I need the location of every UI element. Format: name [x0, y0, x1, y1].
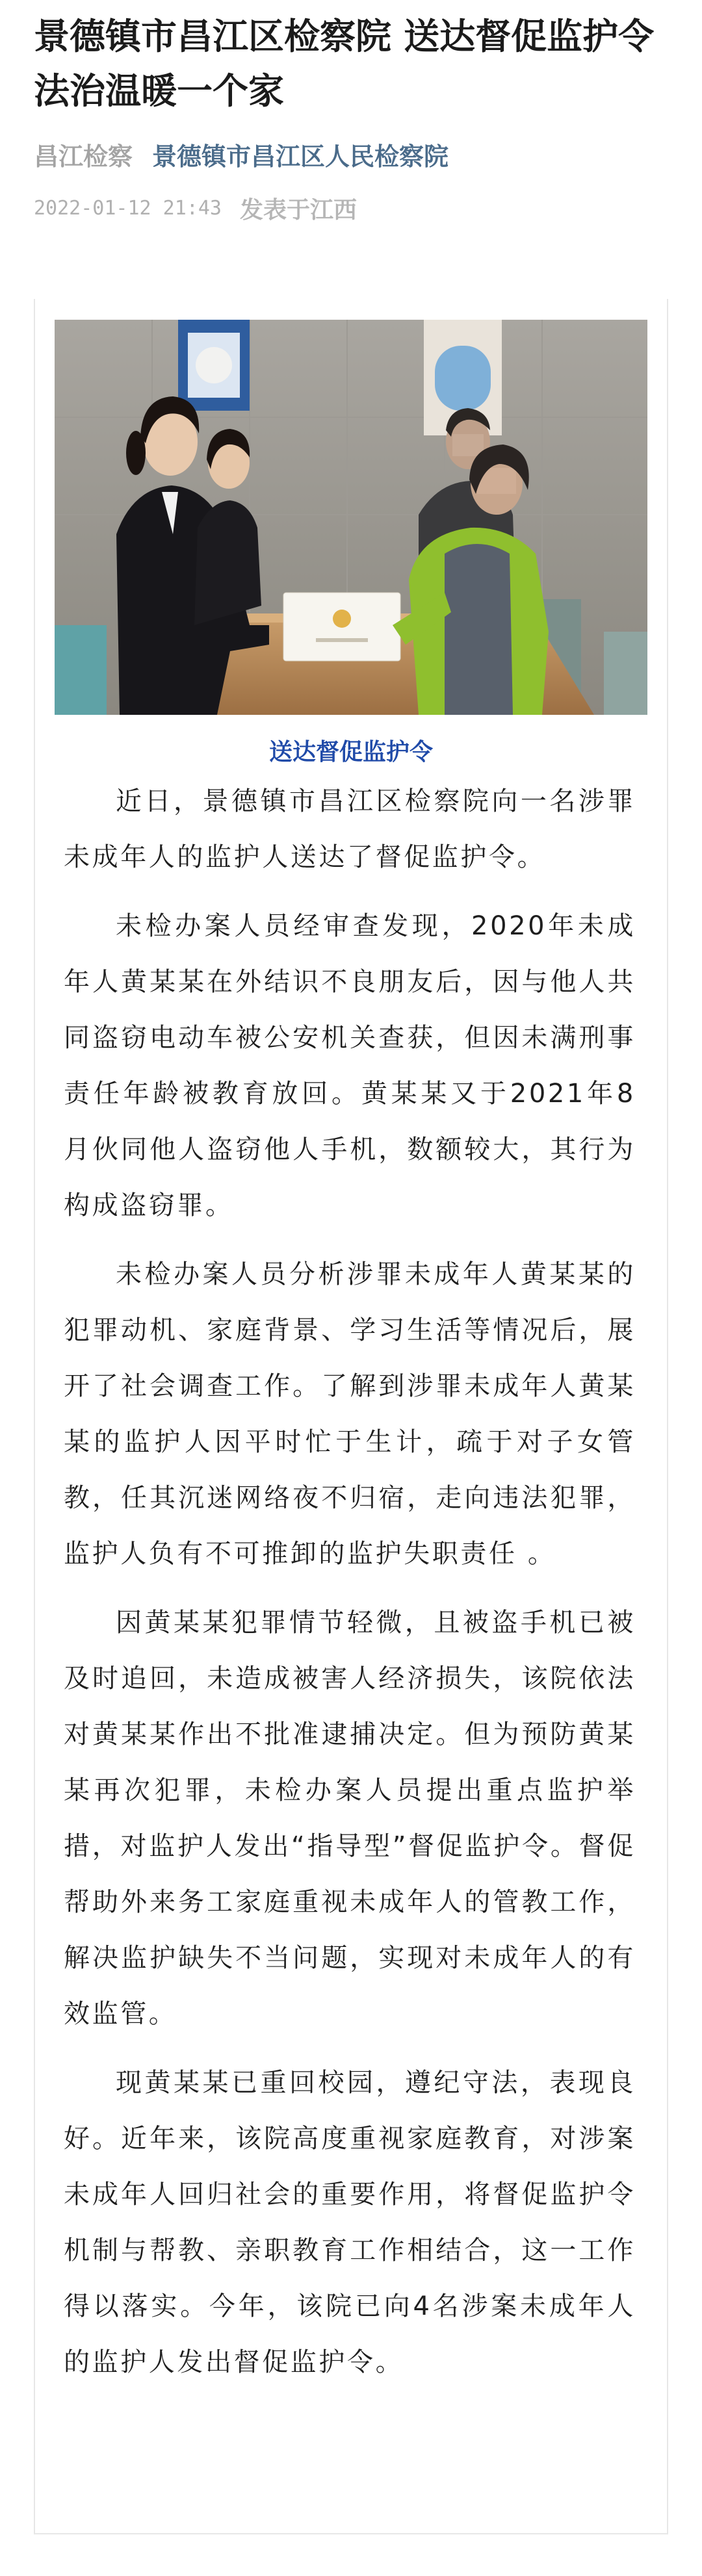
article-meta-source — [34, 138, 448, 170]
publish-datetime: 2022-01-12 21:43 — [34, 196, 222, 220]
article-meta-time — [34, 190, 357, 226]
paragraph: 因黄某某犯罪情节轻微，且被盗手机已被及时追回，未造成被害人经济损失，该院依法对黄某某作出不批准逮捕决定。但为预防黄某某再次犯罪，未检办案人员提出重点监护举措，对监护人发出“指导型”督促监护令。督促帮助外来务工家庭重视未成年人的管教工作，解决监护缺失不当问题，实现对未成年人的有效监管。 — [64, 1608, 636, 2029]
paragraph: 未检办案人员分析涉罪未成年人黄某某的犯罪动机、家庭背景、学习生活等情况后，展开了社会调查工作。了解到涉罪未成年人黄某某的监护人因平时忙于生计，疏于对子女管教，任其沉迷网络夜不归宿，走向违法犯罪，监护人负有不可推卸的监护失职责任 。 — [64, 1259, 636, 1569]
article-title: 景德镇市昌江区检察院 送达督促监护令 法治温暖一个家 — [34, 16, 655, 112]
article-photo[interactable] — [55, 320, 647, 715]
image-caption: 送达督促监护令 — [268, 739, 433, 766]
account-name-link[interactable]: 景德镇市昌江区人民检察院 — [152, 142, 449, 171]
photo-illustration — [55, 320, 647, 715]
article-body — [64, 773, 636, 2403]
publish-location: 发表于江西 — [239, 196, 357, 224]
paragraph: 现黄某某已重回校园，遵纪守法，表现良好。近年来，该院高度重视家庭教育，对涉案未成年人回归社会的重要作用，将督促监护令机制与帮教、亲职教育工作相结合，这一工作得以落实。今年，该院已向4名涉案未成年人的监护人发出督促监护令。 — [64, 2068, 636, 2377]
paragraph: 未检办案人员经审查发现，2020年未成年人黄某某在外结识不良朋友后，因与他人共同盗窃电动车被公安机关查获，但因未满刑事责任年龄被教育放回。黄某某又于2021年8月伙同他人盗窃他人手机，数额较大，其行为构成盗窃罪。 — [64, 911, 636, 1220]
paragraph: 近日，景德镇市昌江区检察院向一名涉罪未成年人的监护人送达了督促监护令。 — [64, 786, 636, 872]
source-label: 昌江检察 — [34, 142, 133, 171]
